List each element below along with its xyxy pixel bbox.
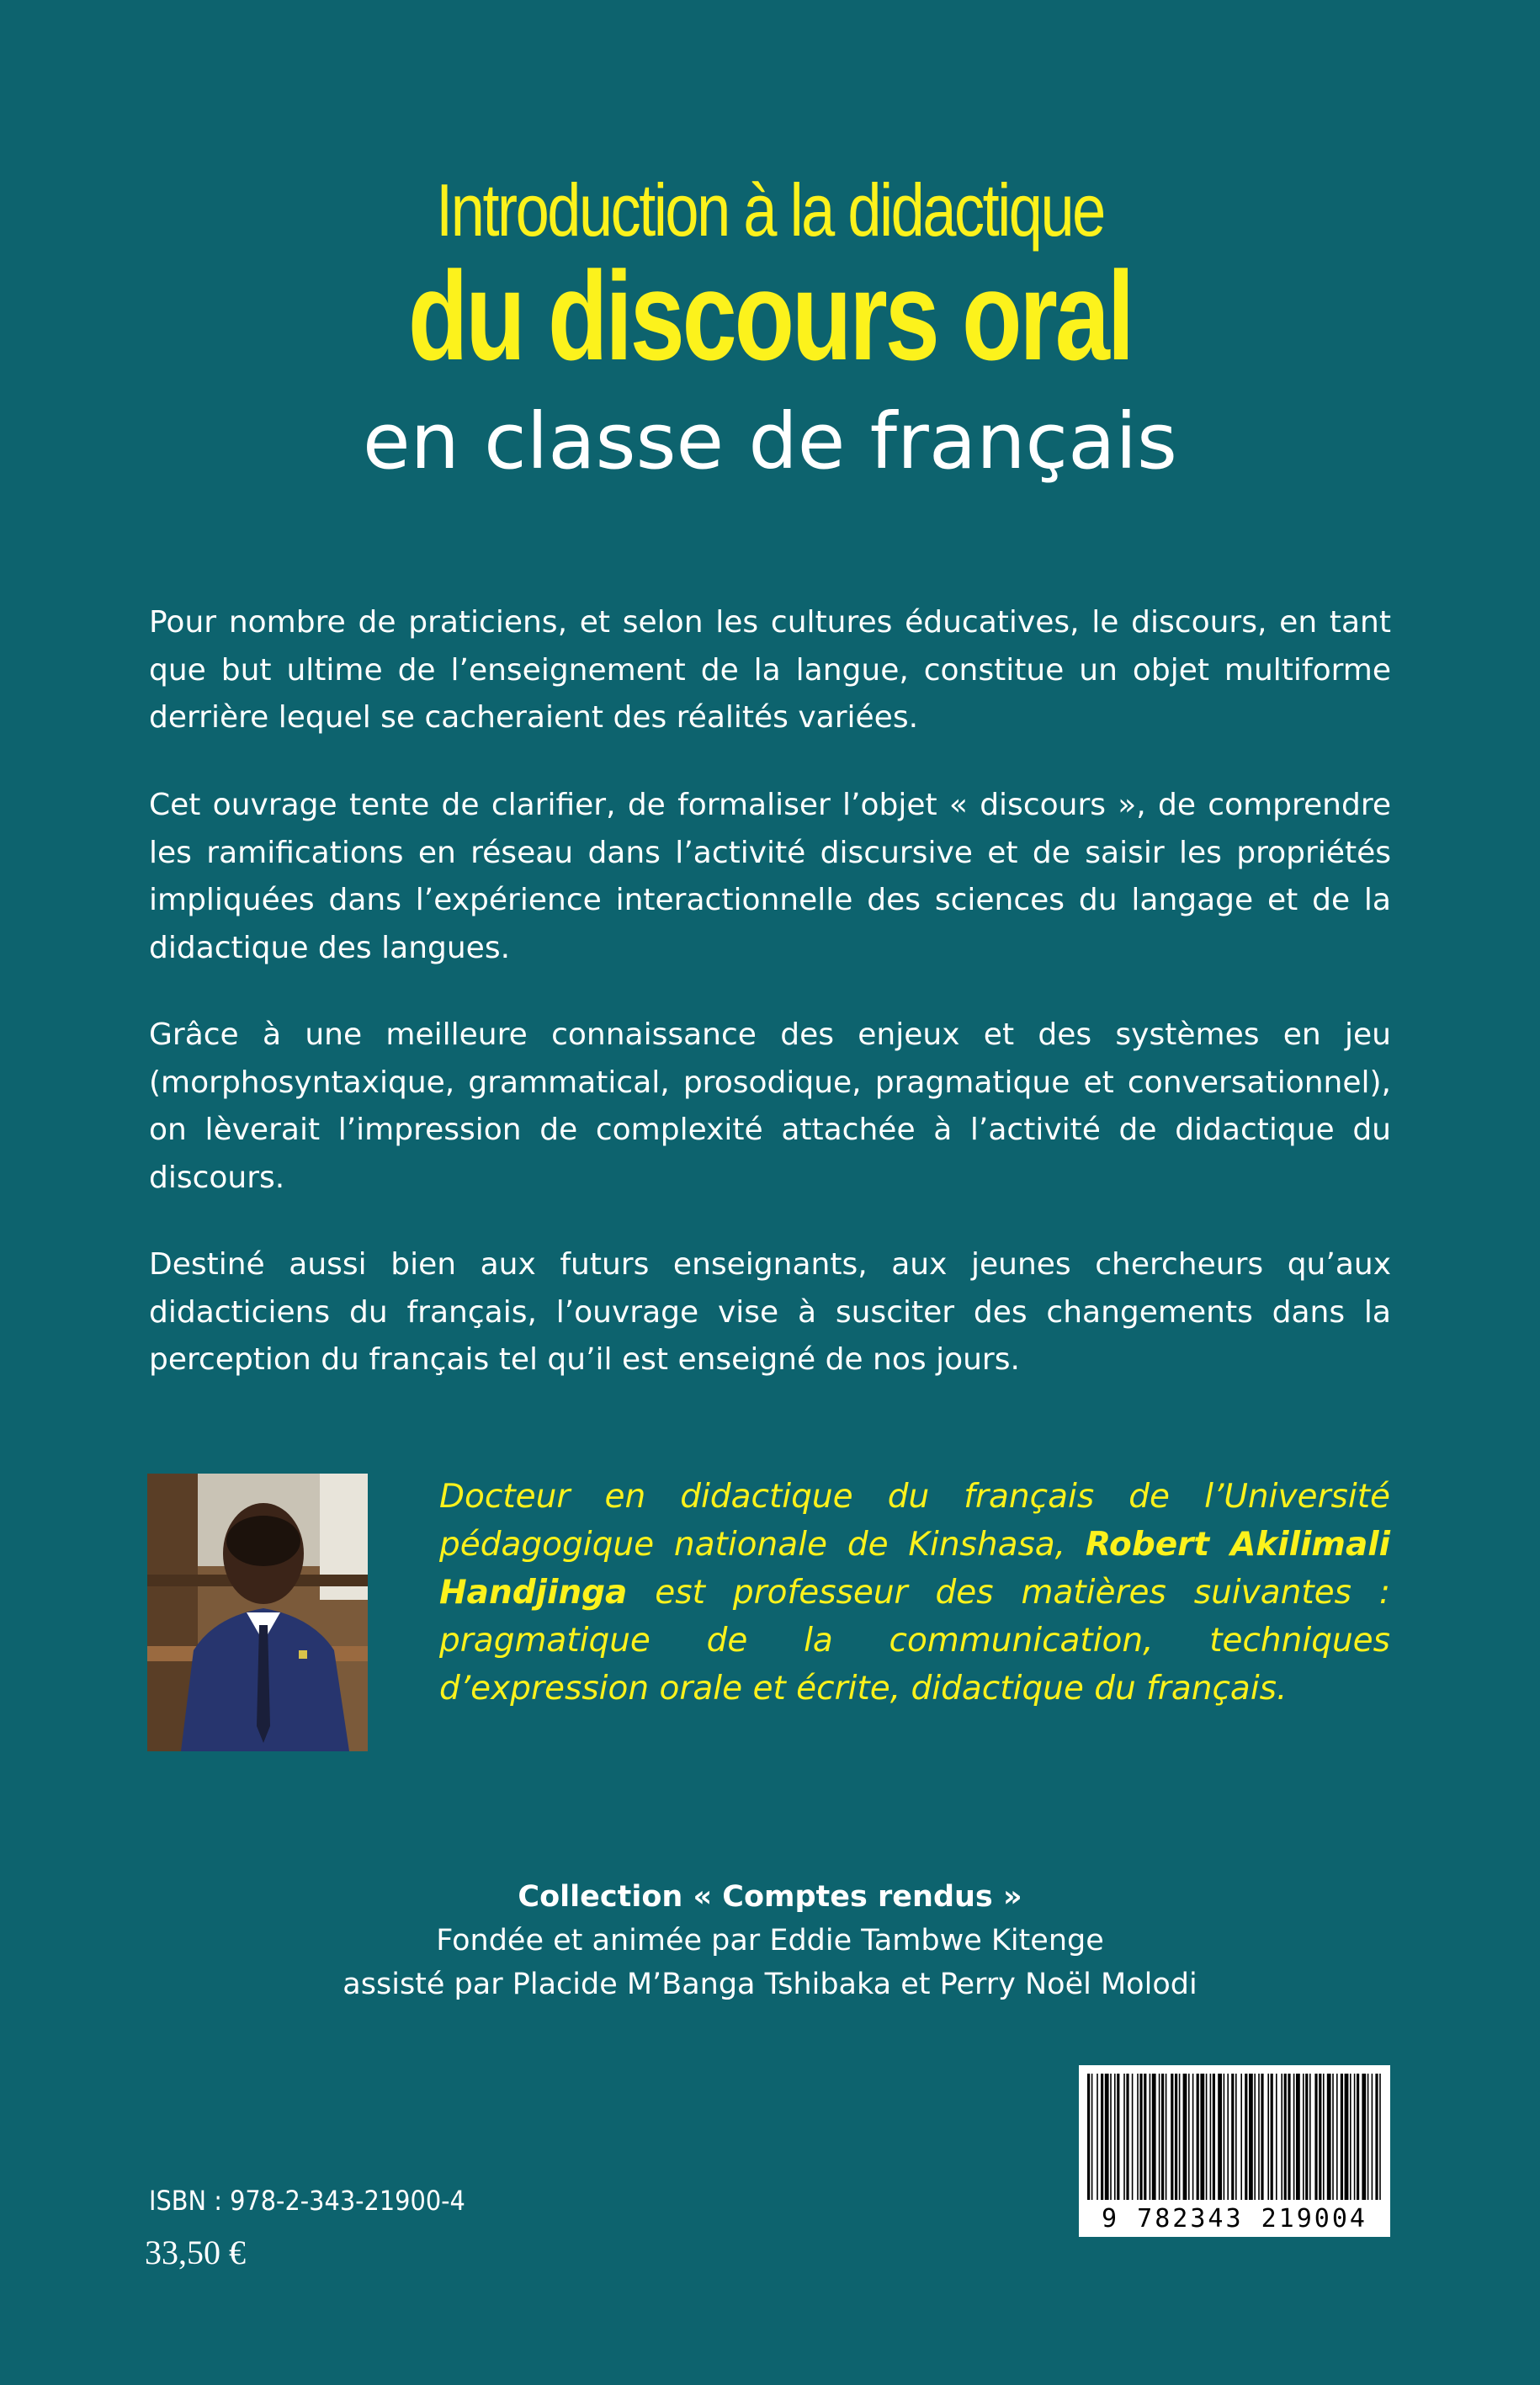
barcode-bars bbox=[1087, 2074, 1382, 2200]
author-bio bbox=[439, 1473, 1390, 1713]
author-name: Robert Akilimali Handjinga bbox=[439, 1526, 1391, 1612]
summary-paragraph-2: Cet ouvrage tente de clarifier, de formaliser l’objet « discours », de comprendre les ramifications en réseau dans l’activité discursive et de saisir les propriétés impliquées dans l’expérience interactionnelle des sciences du langage et de la didactique des langues. bbox=[149, 788, 1391, 965]
summary-paragraph-1: Pour nombre de praticiens, et selon les cultures éducatives, le discours, en tant que but ultime de l’enseignement de la langue, constitue un objet multiforme derrière lequel se cacheraient des réalités variées. bbox=[149, 605, 1391, 735]
title-line-3: en classe de français bbox=[363, 396, 1177, 486]
collection-assistants: assisté par Placide M’Banga Tshibaka et Perry Noël Molodi bbox=[343, 1968, 1197, 2001]
isbn: ISBN : 978-2-343-21900-4 bbox=[149, 2185, 465, 2217]
summary-paragraph-3: Grâce à une meilleure connaissance des enjeux et des systèmes en jeu (morphosyntaxique, grammatical, prosodique, pragmatique et conversationnel), on lèverait l’impression de complexité attachée à l’activité de didactique du discours. bbox=[149, 1017, 1391, 1195]
collection-founder: Fondée et animée par Eddie Tambwe Kitenge bbox=[436, 1924, 1104, 1957]
collection-title: Collection « Comptes rendus » bbox=[518, 1880, 1022, 1914]
title-line-2: du discours oral bbox=[407, 245, 1133, 386]
barcode bbox=[1079, 2065, 1390, 2237]
collection-info bbox=[0, 1875, 1540, 2006]
title-line-1: Introduction à la didactique bbox=[436, 168, 1104, 252]
author-photo bbox=[147, 1474, 368, 1751]
author-bio-rest: est professeur des matières suivantes : pragmatique de la communication, techniques d’expression orale et écrite, didactique du français. bbox=[439, 1574, 1390, 1708]
barcode-digits: 9 782343 219004 bbox=[1102, 2204, 1367, 2234]
author-portrait-illustration bbox=[147, 1474, 368, 1751]
author-bio-intro: Docteur en didactique du français de l’Université pédagogique nationale de Kinshasa, bbox=[439, 1478, 1390, 1564]
price: 33,50 € bbox=[145, 2234, 246, 2271]
summary-paragraph-4: Destiné aussi bien aux futurs enseignants, aux jeunes chercheurs qu’aux didacticiens du français, l’ouvrage vise à susciter des changements dans la perception du français tel qu’il est enseigné de nos jours. bbox=[149, 1247, 1391, 1377]
